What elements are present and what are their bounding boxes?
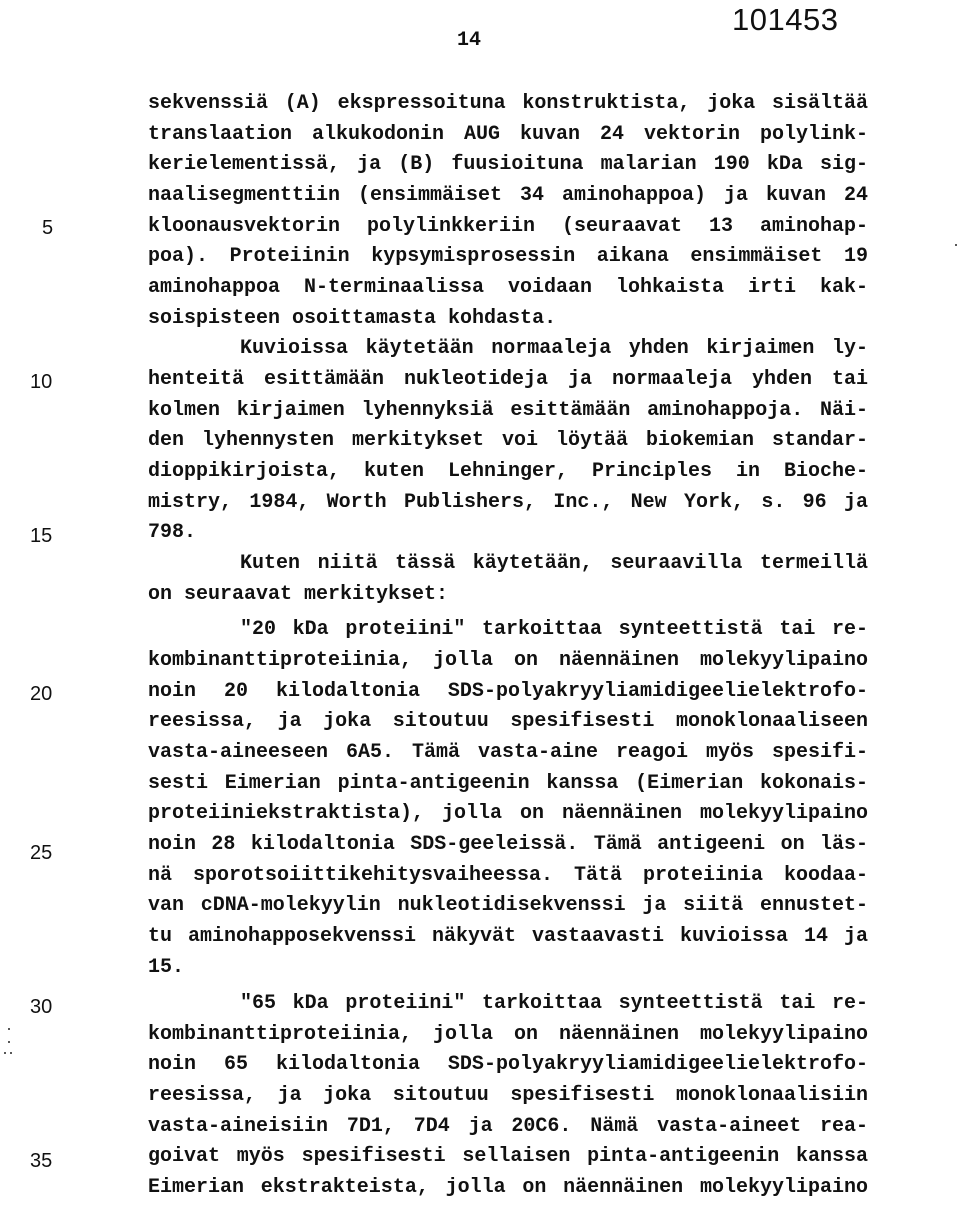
text-line: nä sporotsoiittikehitysvaiheessa. Tätä proteiinia koodaa-	[148, 864, 868, 887]
text-line: 15.	[148, 956, 185, 979]
text-line: vasta-aineisiin 7D1, 7D4 ja 20C6. Nämä vasta-aineet rea-	[148, 1115, 868, 1138]
text-line: naalisegmenttiin (ensimmäiset 34 aminohappoa) ja kuvan 24	[148, 184, 868, 207]
text-line: kloonausvektorin polylinkkeriin (seuraavat 13 aminohap-	[148, 215, 868, 238]
text-line: noin 65 kilodaltonia SDS-polyakryyliamidigeelielektrofo-	[148, 1053, 868, 1076]
scan-speck	[4, 1052, 6, 1054]
line-number-30: 30	[30, 996, 53, 1018]
text-line: Kuten niitä tässä käytetään, seuraavilla termeillä	[240, 552, 868, 575]
line-number-20: 20	[30, 683, 53, 705]
text-line: sekvenssiä (A) ekspressoituna konstruktista, joka sisältää	[148, 92, 868, 115]
document-number: 101453	[732, 2, 839, 37]
scan-speck	[10, 1052, 12, 1054]
text-line: kerielementissä, ja (B) fuusioituna malarian 190 kDa sig-	[148, 153, 868, 176]
page-number: 14	[457, 29, 482, 52]
text-line: aminohappoa N-terminaalissa voidaan lohkaista irti kak-	[148, 276, 868, 299]
text-line: reesissa, ja joka sitoutuu spesifisesti monoklonaaliseen	[148, 710, 868, 733]
text-line: henteitä esittämään nukleotideja ja normaaleja yhden tai	[148, 368, 868, 391]
line-number-10: 10	[30, 371, 53, 393]
line-number-5: 5	[42, 217, 54, 239]
text-line: Kuvioissa käytetään normaaleja yhden kirjaimen ly-	[240, 337, 868, 360]
text-line: Eimerian ekstrakteista, jolla on näennäinen molekyylipaino	[148, 1176, 868, 1199]
scan-speck	[8, 1028, 10, 1030]
text-line: van cDNA-molekyylin nukleotidisekvenssi ja siitä ennustet-	[148, 894, 868, 917]
text-line: vasta-aineeseen 6A5. Tämä vasta-aine reagoi myös spesifi-	[148, 741, 868, 764]
text-line: den lyhennysten merkitykset voi löytää biokemian standar-	[148, 429, 868, 452]
text-line: "65 kDa proteiini" tarkoittaa synteettistä tai re-	[240, 992, 868, 1015]
scan-speck	[955, 244, 957, 246]
text-line: poa). Proteiinin kypsymisprosessin aikana ensimmäiset 19	[148, 245, 868, 268]
text-line: translaation alkukodonin AUG kuvan 24 vektorin polylink-	[148, 123, 868, 146]
text-line: kombinanttiproteiinia, jolla on näennäinen molekyylipaino	[148, 1023, 868, 1046]
text-line: noin 28 kilodaltonia SDS-geeleissä. Tämä antigeeni on läs-	[148, 833, 868, 856]
text-line: tu aminohapposekvenssi näkyvät vastaavasti kuvioissa 14 ja	[148, 925, 868, 948]
line-number-15: 15	[30, 525, 53, 547]
text-line: "20 kDa proteiini" tarkoittaa synteettistä tai re-	[240, 618, 868, 641]
scan-speck	[8, 1041, 10, 1043]
text-line: on seuraavat merkitykset:	[148, 583, 449, 606]
text-line: kombinanttiproteiinia, jolla on näennäinen molekyylipaino	[148, 649, 868, 672]
text-line: dioppikirjoista, kuten Lehninger, Principles in Bioche-	[148, 460, 868, 483]
text-line: 798.	[148, 521, 197, 544]
text-line: reesissa, ja joka sitoutuu spesifisesti monoklonaalisiin	[148, 1084, 868, 1107]
line-number-25: 25	[30, 842, 53, 864]
text-line: sesti Eimerian pinta-antigeenin kanssa (Eimerian kokonais-	[148, 772, 868, 795]
text-line: kolmen kirjaimen lyhennyksiä esittämään aminohappoja. Näi-	[148, 399, 868, 422]
text-line: proteiiniekstraktista), jolla on näennäinen molekyylipaino	[148, 802, 868, 825]
text-line: mistry, 1984, Worth Publishers, Inc., New York, s. 96 ja	[148, 491, 868, 514]
text-line: noin 20 kilodaltonia SDS-polyakryyliamidigeelielektrofo-	[148, 680, 868, 703]
text-line: goivat myös spesifisesti sellaisen pinta-antigeenin kanssa	[148, 1145, 868, 1168]
text-line: soispisteen osoittamasta kohdasta.	[148, 307, 557, 330]
line-number-35: 35	[30, 1150, 53, 1172]
